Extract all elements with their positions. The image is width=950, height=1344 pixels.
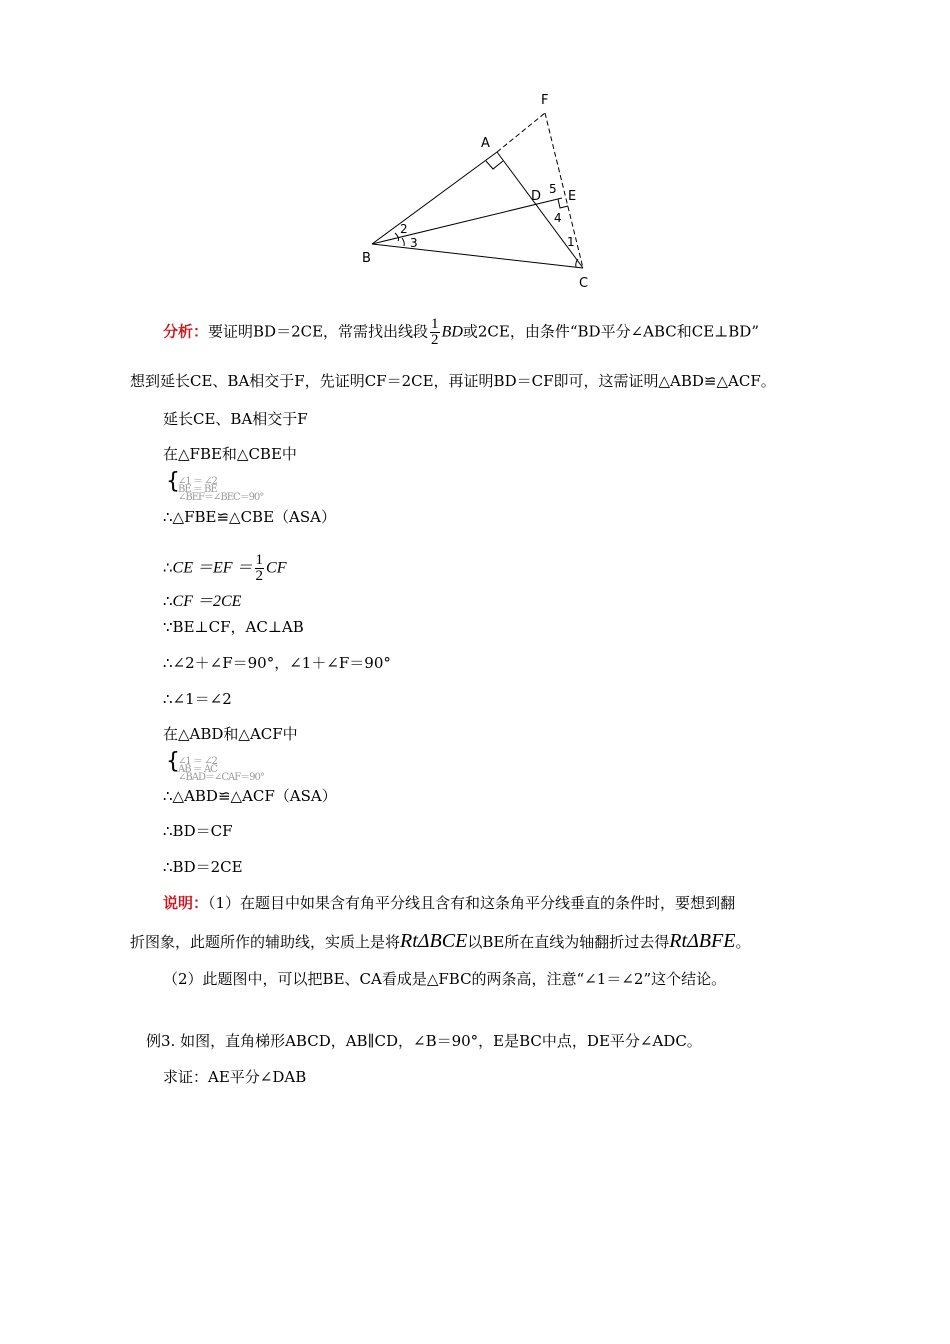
eq2-row-2: AB ＝ AC [178, 764, 217, 775]
equation-rows-1 [178, 478, 263, 502]
label-A: A [481, 136, 490, 151]
label-B: B [362, 251, 371, 266]
left-brace-2: { [166, 749, 180, 774]
label-4: 4 [554, 211, 562, 225]
note-text-1: （1）在题目中如果含有角平分线且含有和这条角平分线垂直的条件时，要想到翻 [208, 894, 736, 912]
note-label: 说明： [163, 894, 209, 912]
angle-arc-3 [402, 238, 404, 246]
note-line-1 [163, 893, 735, 913]
analysis-label: 分析： [163, 322, 209, 341]
proof-line-1: 延长CE、BA相交于F [163, 410, 308, 428]
note-line-3: （2）此题图中，可以把BE、CA看成是△FBC的两条高，注意“∠1＝∠2”这个结论。 [163, 970, 727, 988]
segment-BC [372, 244, 583, 268]
rt-triangle-bce: RtΔBCE [400, 930, 468, 952]
proof-line-10: ∴△ABD≌△ACF（ASA） [163, 787, 337, 805]
note-text-2b: 以BE所在直线为轴翻折过去得 [467, 933, 670, 951]
angle-arc-2 [395, 233, 399, 241]
label-C: C [579, 276, 589, 291]
eq2-row-3: ∠BAD＝∠CAF＝90° [178, 772, 264, 783]
cf-2ce-expression: CF ＝2CE [172, 593, 242, 610]
proof-line-5 [163, 591, 241, 612]
proof-line-4 [163, 553, 287, 584]
proof-line-12: ∴BD＝2CE [163, 858, 243, 876]
rt-triangle-bfe: RtΔBFE [669, 930, 736, 952]
note-line-2 [130, 931, 750, 952]
label-E: E [568, 189, 577, 204]
proof-line-9: 在△ABD和△ACF中 [163, 725, 298, 743]
fraction-numerator: 1 [431, 316, 439, 332]
eq2-row-1: ∠1 ＝ ∠2 [178, 756, 217, 767]
example3-line-2: 求证：AE平分∠DAB [163, 1068, 307, 1086]
geometry-figure [355, 88, 605, 293]
analysis-var-bd: BD [441, 323, 463, 341]
segment-BE [372, 198, 562, 244]
angle-arc-1 [576, 259, 578, 267]
eq1-row-3: ∠BEF＝∠BEC＝90° [178, 492, 264, 503]
therefore-symbol-2: ∴ [163, 592, 173, 610]
segment-AF [497, 113, 545, 152]
equation-rows-2 [178, 758, 264, 782]
fraction-numerator-2: 1 [255, 552, 264, 568]
right-angle-A [486, 161, 503, 169]
note-text-2a: 折图象，此题所作的辅助线，实质上是将 [130, 933, 401, 951]
cf-term: CF [266, 559, 287, 577]
label-D: D [531, 189, 542, 204]
analysis-line-1 [163, 317, 759, 348]
eq1-row-1: ∠1 ＝ ∠2 [178, 476, 217, 487]
example3-line-1: 例3. 如图，直角梯形ABCD，AB∥CD，∠B＝90°，E是BC中点，DE平分∠ADC。 [146, 1032, 702, 1050]
ce-ef-expression: CE ＝EF ＝ [172, 559, 253, 577]
fraction-half [430, 317, 440, 348]
label-F: F [541, 93, 549, 108]
proof-line-2: 在△FBE和△CBE中 [163, 445, 297, 463]
fraction-denominator-2: 2 [255, 568, 264, 584]
therefore-symbol-1: ∴ [163, 558, 173, 577]
left-brace-1: { [166, 469, 180, 494]
label-3: 3 [410, 236, 418, 250]
proof-line-8: ∴∠1＝∠2 [163, 690, 232, 708]
label-1: 1 [567, 235, 575, 249]
proof-line-11: ∴BD＝CF [163, 822, 233, 840]
analysis-line-2: 想到延长CE、BA相交于F，先证明CF＝2CE，再证明BD＝CF即可，这需证明△ABD≌△ACF。 [130, 372, 776, 390]
proof-line-7: ∴∠2＋∠F＝90°，∠1＋∠F＝90° [163, 654, 391, 672]
analysis-text-2: 或2CE，由条件“BD平分∠ABC和CE⊥BD” [462, 322, 759, 341]
analysis-text-1: 要证明BD＝2CE，常需找出线段 [208, 322, 429, 341]
eq1-row-2: BE ＝ BE [178, 484, 217, 495]
segment-AC [497, 152, 583, 268]
equation-system-1 [166, 469, 366, 503]
segment-BA [372, 152, 497, 244]
proof-line-6: ∵BE⊥CF，AC⊥AB [163, 618, 304, 636]
fraction-half-2 [255, 553, 265, 584]
label-2: 2 [400, 222, 408, 236]
note-text-2c: 。 [735, 933, 751, 951]
equation-system-2 [166, 749, 366, 783]
proof-line-3: ∴△FBE≌△CBE（ASA） [163, 508, 336, 526]
fraction-denominator: 2 [431, 332, 439, 348]
label-5: 5 [549, 182, 557, 196]
